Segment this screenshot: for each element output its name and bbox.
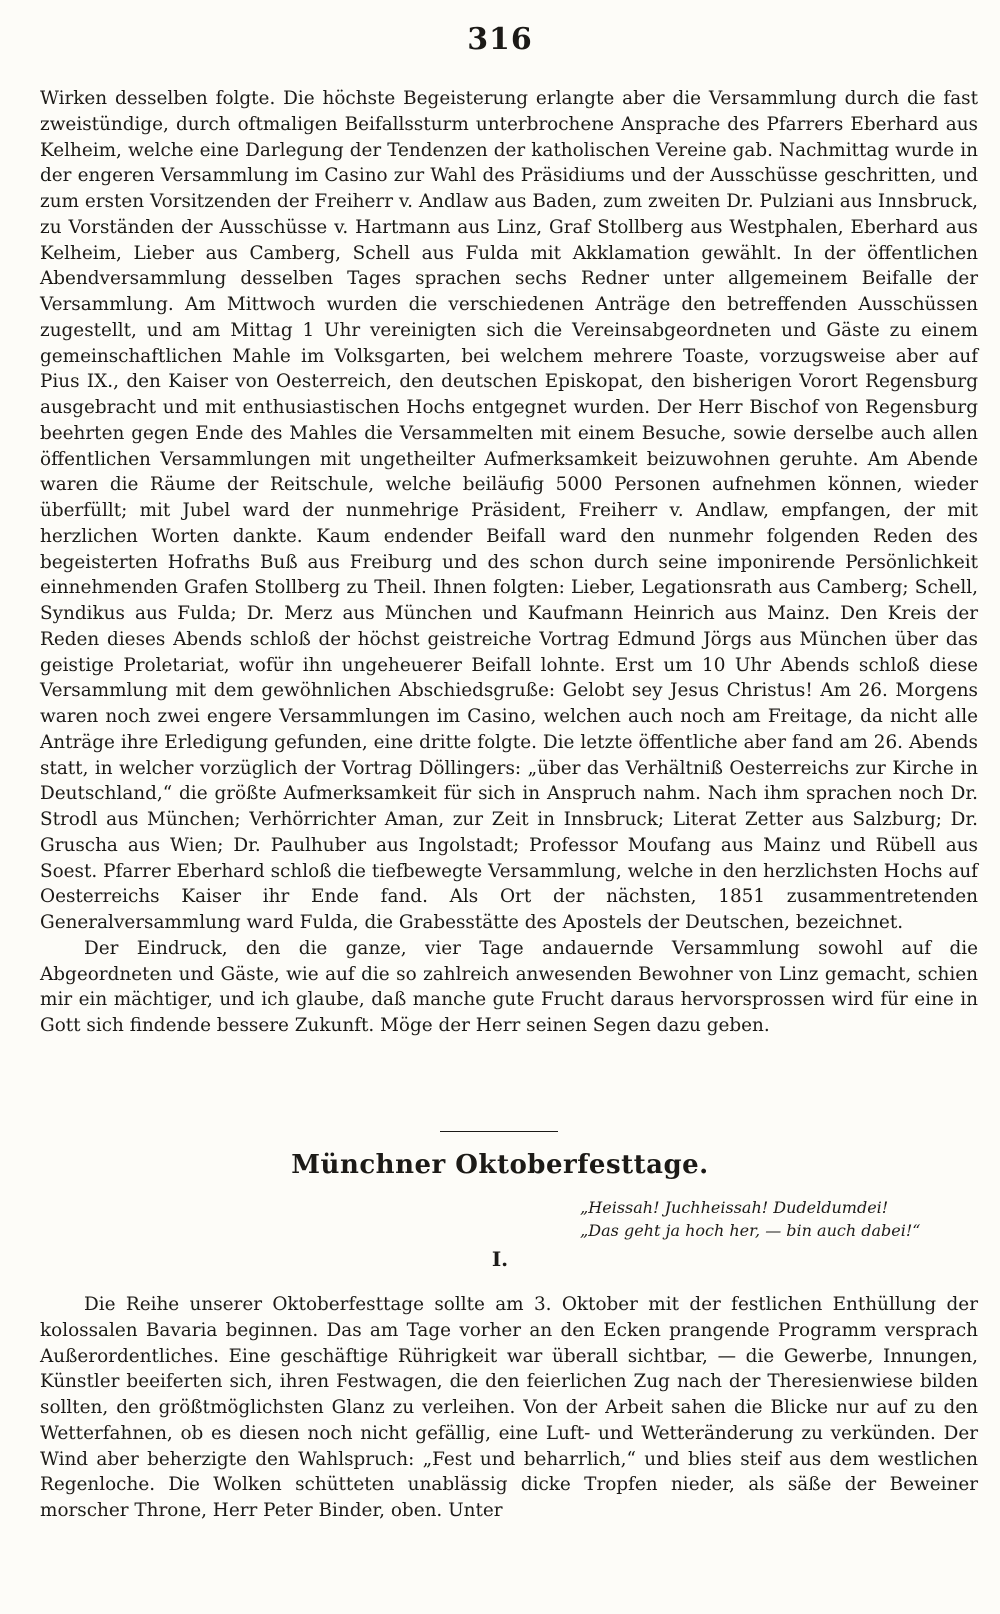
- epigraph-line: „Heissah! Juchheissah! Dudeldumdei!: [580, 1198, 889, 1217]
- section-body: [40, 1292, 978, 1524]
- epigraph-line: „Das geht ja hoch her, — bin auch dabei!“: [580, 1221, 921, 1240]
- epigraph: [580, 1196, 960, 1242]
- section-divider: [440, 1131, 558, 1132]
- paragraph: Der Eindruck, den die ganze, vier Tage andauernde Versammlung sowohl auf die Abgeordneten und Gäste, wie auf die so zahlreich anwesenden Bewohner von Linz gemacht, schien mir ein mächtiger, und ich glaube, daß manche gute Frucht daraus hervorsprossen wird für eine in Gott sich findende bessere Zukunft. Möge der Herr seinen Segen dazu geben.: [40, 937, 978, 1036]
- paragraph: Wirken desselben folgte. Die höchste Begeisterung erlangte aber die Versammlung durch die fast zweistündige, durch oftmaligen Beifallssturm unterbrochene Ansprache des Pfarrers Eberhard aus Kelheim, welche eine Darlegung der Tendenzen der katholischen Vereine gab. Nachmittag wurde in der engeren Versammlung im Casino zur Wahl des Präsidiums und der Ausschüsse geschritten, und zum ersten Vorsitzenden der Freiherr v. Andlaw aus Baden, zum zweiten Dr. Pulziani aus Innsbruck, zu Vorständen der Ausschüsse v. Hartmann aus Linz, Graf Stollberg aus Westphalen, Eberhard aus Kelheim, Lieber aus Camberg, Schell aus Fulda mit Akklamation gewählt. In der öffentlichen Abendversammlung desselben Tages sprachen sechs Redner unter allgemeinem Beifalle der Versammlung. Am Mittwoch wurden die verschiedenen Anträge den betreffenden Ausschüssen zugestellt, und am Mittag 1 Uhr vereinigten sich die Vereinsabgeordneten und Gäste zu einem gemeinschaftlichen Mahle im Volksgarten, bei welchem mehrere Toaste, vorzugsweise aber auf Pius IX., den Kaiser von Oesterreich, den deutschen Episkopat, den bisherigen Vorort Regensburg ausgebracht und mit enthusiastischen Hochs entgegnet wurden. Der Herr Bischof von Regensburg beehrten gegen Ende des Mahles die Versammelten mit einem Besuche, sowie derselbe auch allen öffentlichen Versammlungen mit ungetheilter Aufmerksamkeit beizuwohnen geruhte. Am Abende waren die Räume der Reitschule, welche beiläufig 5000 Personen aufnehmen können, wieder überfüllt; mit Jubel ward der nunmehrige Präsident, Freiherr v. Andlaw, empfangen, der mit herzlichen Worten dankte. Kaum endender Beifall ward den nunmehr folgenden Reden des begeisterten Hofraths Buß aus Freiburg und des schon durch seine imponirende Persönlichkeit einnehmenden Grafen Stollberg zu Theil. Ihnen folgten: Lieber, Legationsrath aus Camberg; Schell, Syndikus aus Fulda; Dr. Merz aus München und Kaufmann Heinrich aus Mainz. Den Kreis der Reden dieses Abends schloß der höchst geistreiche Vortrag Edmund Jörgs aus München über das geistige Proletariat, wofür ihn ungeheuerer Beifall lohnte. Erst um 10 Uhr Abends schloß diese Versammlung mit dem gewöhnlichen Abschiedsgruße: Gelobt sey Jesus Christus! Am 26. Morgens waren noch zwei engere Versammlungen im Casino, welchen auch noch am Freitage, da nicht alle Anträge ihre Erledigung gefunden, eine dritte folgte. Die letzte öffentliche aber fand am 26. Abends statt, in welcher vorzüglich der Vortrag Döllingers: „über das Verhältniß Oesterreichs zur Kirche in Deutschland,“ die größte Aufmerksamkeit für sich in Anspruch nahm. Nach ihm sprachen noch Dr. Strodl aus München; Verhörrichter Aman, zur Zeit in Innsbruck; Literat Zetter aus Salzburg; Dr. Gruscha aus Wien; Dr. Paulhuber aus Ingolstadt; Professor Moufang aus Mainz und Rübell aus Soest. Pfarrer Eberhard schloß die tiefbewegte Versammlung, welche in den herzlichsten Hochs auf Oesterreichs Kaiser ihr Ende fand. Als Ort der nächsten, 1851 zusammentretenden Generalversammlung ward Fulda, die Grabesstätte des Apostels der Deutschen, bezeichnet.: [40, 88, 978, 933]
- section-title: Münchner Oktoberfesttage.: [291, 1150, 709, 1180]
- paragraph: Die Reihe unserer Oktoberfesttage sollte am 3. Oktober mit der festlichen Enthüllung der kolossalen Bavaria beginnen. Das am Tage vorher an den Ecken prangende Programm versprach Außerordentliches. Eine geschäftige Rührigkeit war überall sichtbar, — die Gewerbe, Innungen, Künstler beeiferten sich, ihren Festwagen, die den feierlichen Zug nach der Theresienwiese bilden sollten, den größtmöglichsten Glanz zu verleihen. Von der Arbeit sahen die Blicke nur auf zu den Wetterfahnen, ob es diesen noch nicht gefällig, eine Luft- und Wetteränderung zu verkünden. Der Wind aber beherzigte den Wahlspruch: „Fest und beharrlich,“ und blies steif aus dem westlichen Regenloche. Die Wolken schütteten unablässig dicke Tropfen nieder, als säße der Beweiner morscher Throne, Herr Peter Binder, oben. Unter: [40, 1294, 978, 1521]
- page-number: 316: [467, 22, 533, 57]
- article-continuation: [40, 86, 978, 1039]
- part-number: I.: [491, 1247, 509, 1271]
